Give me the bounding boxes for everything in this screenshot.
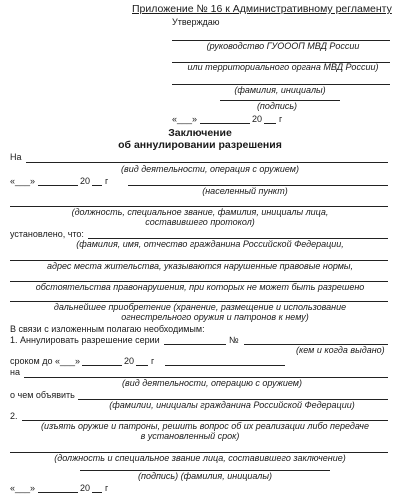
approve-date-month-line[interactable] — [200, 123, 250, 124]
protocol-date-year-line[interactable] — [92, 185, 102, 186]
for-label: на — [10, 367, 20, 377]
seize-caption-1: (изъять оружие и патроны, решить вопрос об их реализации либо передаче — [41, 421, 369, 431]
protocol-date-suffix: г — [105, 176, 109, 186]
bottom-date-suffix: г — [105, 483, 109, 493]
approve-date-day: «___» — [172, 114, 198, 124]
approver-caption-1: (руководство ГУОООП МВД России — [206, 41, 360, 51]
protocol-date-day: «___» — [10, 176, 36, 186]
bottom-date-month-line[interactable] — [38, 492, 78, 493]
further-caption-1: дальнейшее приобретение (хранение, размещение и использование — [53, 302, 347, 312]
number-label: № — [229, 335, 239, 345]
document-subtitle: об аннулировании разрешения — [118, 139, 282, 151]
position-caption: (должность и специальное звание лица, составившего заключение) — [54, 453, 346, 463]
permit-series-line[interactable] — [164, 344, 226, 345]
on-label: На — [10, 152, 22, 162]
term-month-line[interactable] — [82, 365, 122, 366]
issued-by-line[interactable] — [165, 365, 285, 366]
place-caption: (населенный пункт) — [202, 186, 288, 196]
activity-caption: (вид деятельности, операция с оружием) — [121, 164, 299, 174]
term-suffix: г — [151, 356, 155, 366]
approver-name-caption: (фамилия, инициалы) — [234, 85, 326, 95]
bottom-date-day: «___» — [10, 483, 36, 493]
official-caption-2: составившего протокол) — [145, 217, 255, 227]
further-caption-2: огнестрельного оружия и патронов к нему) — [121, 312, 309, 322]
item1-label: 1. Аннулировать разрешение серии — [10, 335, 160, 345]
established-label: установлено, что: — [10, 229, 84, 239]
appendix-heading: Приложение № 16 к Административному регламенту — [132, 3, 392, 15]
address-caption: адрес места жительства, указываются нарушенные правовые нормы, — [46, 261, 354, 271]
approve-date-suffix: г — [279, 114, 283, 124]
protocol-date-year: 20 — [80, 176, 91, 186]
approve-label: Утверждаю — [172, 17, 220, 27]
announce-label: о чем объявить — [10, 390, 75, 400]
approver-signature-caption: (подпись) — [256, 101, 298, 111]
signature-caption: (подпись) (фамилия, инициалы) — [138, 471, 272, 481]
term-year-line[interactable] — [136, 365, 148, 366]
seize-caption-2: в установленный срок) — [140, 431, 240, 441]
term-label: сроком до «___» — [10, 356, 81, 366]
official-caption-1: (должность, специальное звание, фамилия, инициалы лица, — [71, 207, 329, 217]
approve-date-year-line[interactable] — [264, 123, 276, 124]
conclusion-label: В связи с изложенным полагаю необходимым: — [10, 324, 205, 334]
term-year: 20 — [124, 356, 135, 366]
document-title: Заключение — [168, 127, 232, 139]
approve-date-year: 20 — [252, 114, 263, 124]
bottom-date-year-line[interactable] — [92, 492, 102, 493]
citizen-caption: (фамилия, имя, отчество гражданина Российской Федерации, — [76, 239, 344, 249]
item2-label: 2. — [10, 411, 18, 421]
citizen-name-caption: (фамилии, инициалы гражданина Российской Федерации) — [109, 400, 355, 410]
activity-line[interactable] — [26, 162, 388, 163]
issued-by-caption: (кем и когда выдано) — [296, 345, 385, 355]
protocol-date-month-line[interactable] — [38, 185, 78, 186]
circumstances-caption: обстоятельства правонарушения, при которых не может быть разрешено — [35, 282, 365, 292]
approver-caption-2: или территориального органа МВД России) — [187, 62, 379, 72]
bottom-date-year: 20 — [80, 483, 91, 493]
activity-caption-2: (вид деятельности, операцию с оружием) — [122, 378, 302, 388]
